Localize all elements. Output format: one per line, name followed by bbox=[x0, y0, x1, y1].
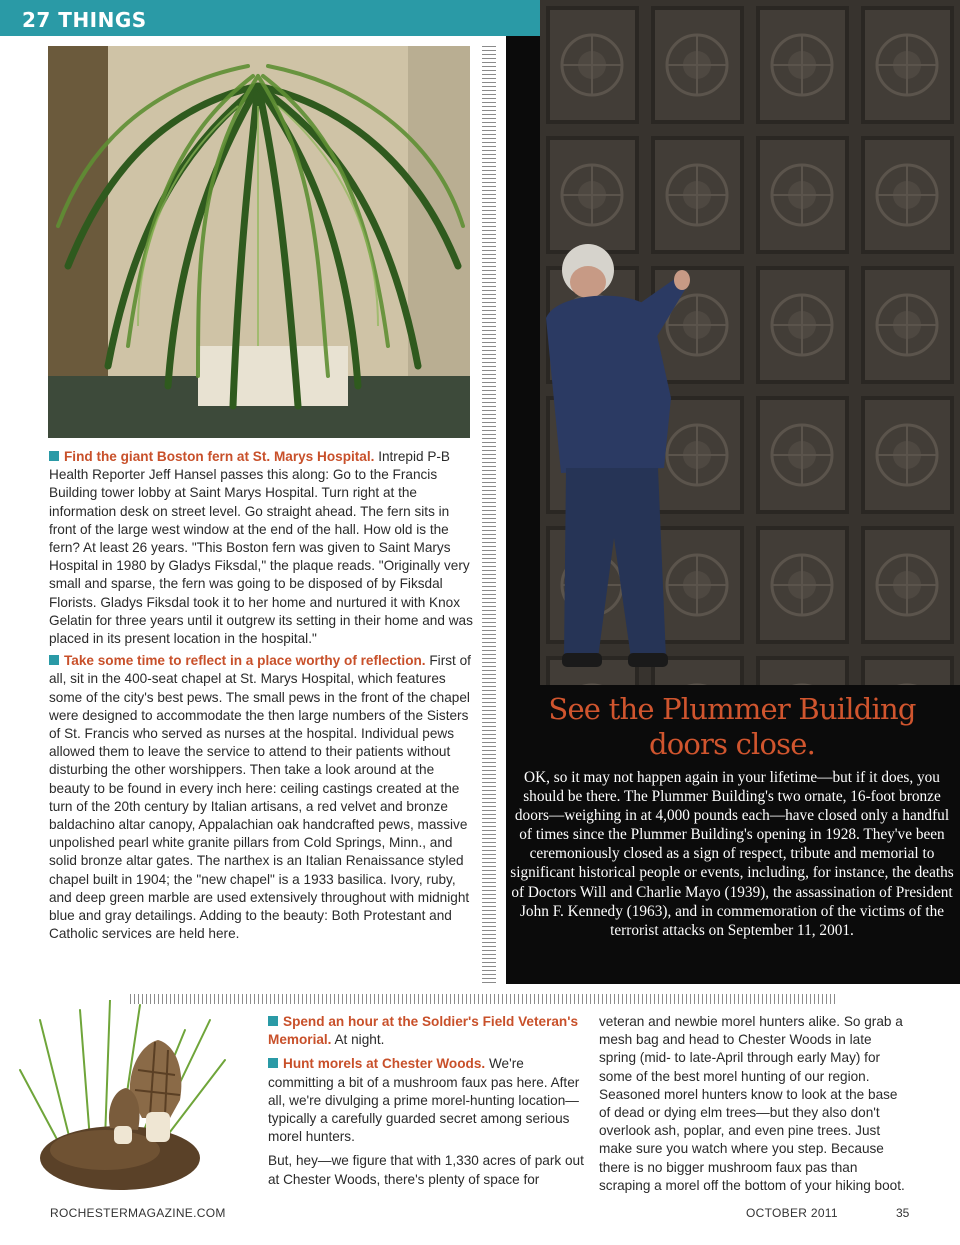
bullet-square-icon bbox=[268, 1058, 278, 1068]
plummer-heading: See the Plummer Building doors close. bbox=[548, 692, 916, 761]
right-column bbox=[599, 1013, 909, 1195]
chapel-item-lead: Take some time to reflect in a place worthy of reflection. bbox=[64, 653, 426, 669]
veterans-item bbox=[268, 1013, 586, 1049]
plummer-body: OK, so it may not happen again in your lifetime—but if it does, you should be there. The Plummer Building's two ornate, 16-foot bronze doors—weighing in at 4,000 pounds each—have closed only a handful of times since the Plummer Building's opening in 1928. They've been ceremoniously closed as a sign of respect, tribute and memorial to significant historical people or events, including, for instance, the deaths of Doctors Will and Charlie Mayo (1939), the assassination of President John F. Kennedy (1963), and in commemoration of the victims of the terrorist attacks on September 11, 2001. bbox=[510, 769, 954, 939]
morels-continued: veteran and newbie morel hunters alike. So grab a mesh bag and head to Chester Woods in late spring (mid- to late-April through early May) for some of the best morel hunting of our region. Seasoned morel hunters know to look at the base of dead or dying elm trees—but they also don't overlook ash, poplar, and even pine trees. Just make sure you watch where you step. Because there is no bigger mushroom faux pas than scraping a morel off the bottom of your hiking boot. bbox=[599, 1014, 905, 1193]
morel-mushroom-photo bbox=[10, 1000, 260, 1200]
middle-column bbox=[268, 1013, 586, 1189]
section-header-bar bbox=[0, 0, 615, 36]
left-column bbox=[49, 448, 474, 947]
section-title: 27 THINGS bbox=[22, 8, 147, 32]
chapel-item bbox=[49, 652, 474, 943]
boston-fern-photo bbox=[48, 46, 470, 438]
footer-issue-date: OCTOBER 2011 bbox=[746, 1206, 838, 1220]
footer-website: ROCHESTERMAGAZINE.COM bbox=[50, 1206, 226, 1220]
veterans-item-lead: Spend an hour at the Soldier's Field Veteran's Memorial. bbox=[268, 1014, 579, 1048]
veterans-item-body: At night. bbox=[331, 1032, 385, 1048]
chapel-item-body: First of all, sit in the 400-seat chapel at St. Marys Hospital, which features some of the city's best pews. The small pews in the front of the chapel were designed to accommodate the then large numbers of the Sisters of St. Francis who served as nurses at the hospital. Individual pews allowed them to leave the service to attend to their patients without disturbing the other worshippers. Then take a look around at the beauty to be found in every inch here: ceiling castings created at the turn of the 20th century by Italian artisans, a red velvet and bronze baldachino altar canopy, Appalachian oak handcrafted pews, massive unpolished pearl white granite pillars from Cold Springs, Minn., and solid bronze altar gates. The narthex is an Italian Renaissance styled chapel built in 1904; the "new chapel" is a 1933 basilica. Ivory, ruby, and deep green marble are used extensively throughout with midnight blue and gray detailings. Adding to the beauty: Both Protestant and Catholic services are held here. bbox=[49, 653, 471, 942]
morels-paragraph-2: But, hey—we figure that with 1,330 acres of park out at Chester Woods, there's plenty of space for bbox=[268, 1153, 584, 1187]
morels-item bbox=[268, 1055, 586, 1146]
morels-item-body: We're committing a bit of a mushroom faux pas here. After all, we're divulging a prime morel-hunting location—typically a carefully guarded secret among serious morel hunters. bbox=[268, 1056, 580, 1145]
morels-item-lead: Hunt morels at Chester Woods. bbox=[283, 1056, 486, 1072]
vertical-dotted-rule bbox=[482, 46, 496, 986]
fern-item-lead: Find the giant Boston fern at St. Marys Hospital. bbox=[64, 449, 375, 464]
bullet-square-icon bbox=[268, 1016, 278, 1026]
fern-item-body: Intrepid P-B Health Reporter Jeff Hansel passes this along: Go to the Francis Building tower lobby at Saint Marys Hospital. Turn right at the information desk on street level. Go straight ahead. The fern sits in front of the large west window at the end of the hall. How old is the fern? At least 26 years. "This Boston fern was given to Saint Marys Hospital in 1980 by Gladys Fiksdal," the plaque reads. "Originally very small and sparse, the fern was going to be disposed of by Fiksdal Florists. Gladys Fiksdal took it to her home and nurtured it with Knox Gelatin for three years until it outgrew its setting in their home and was placed in its present location in the hospital." bbox=[49, 449, 473, 647]
bullet-square-icon bbox=[49, 451, 59, 461]
man-closing-door-figure bbox=[536, 238, 696, 678]
fern-item bbox=[49, 448, 474, 648]
bullet-square-icon bbox=[49, 655, 59, 665]
footer-page-number: 35 bbox=[896, 1206, 910, 1220]
